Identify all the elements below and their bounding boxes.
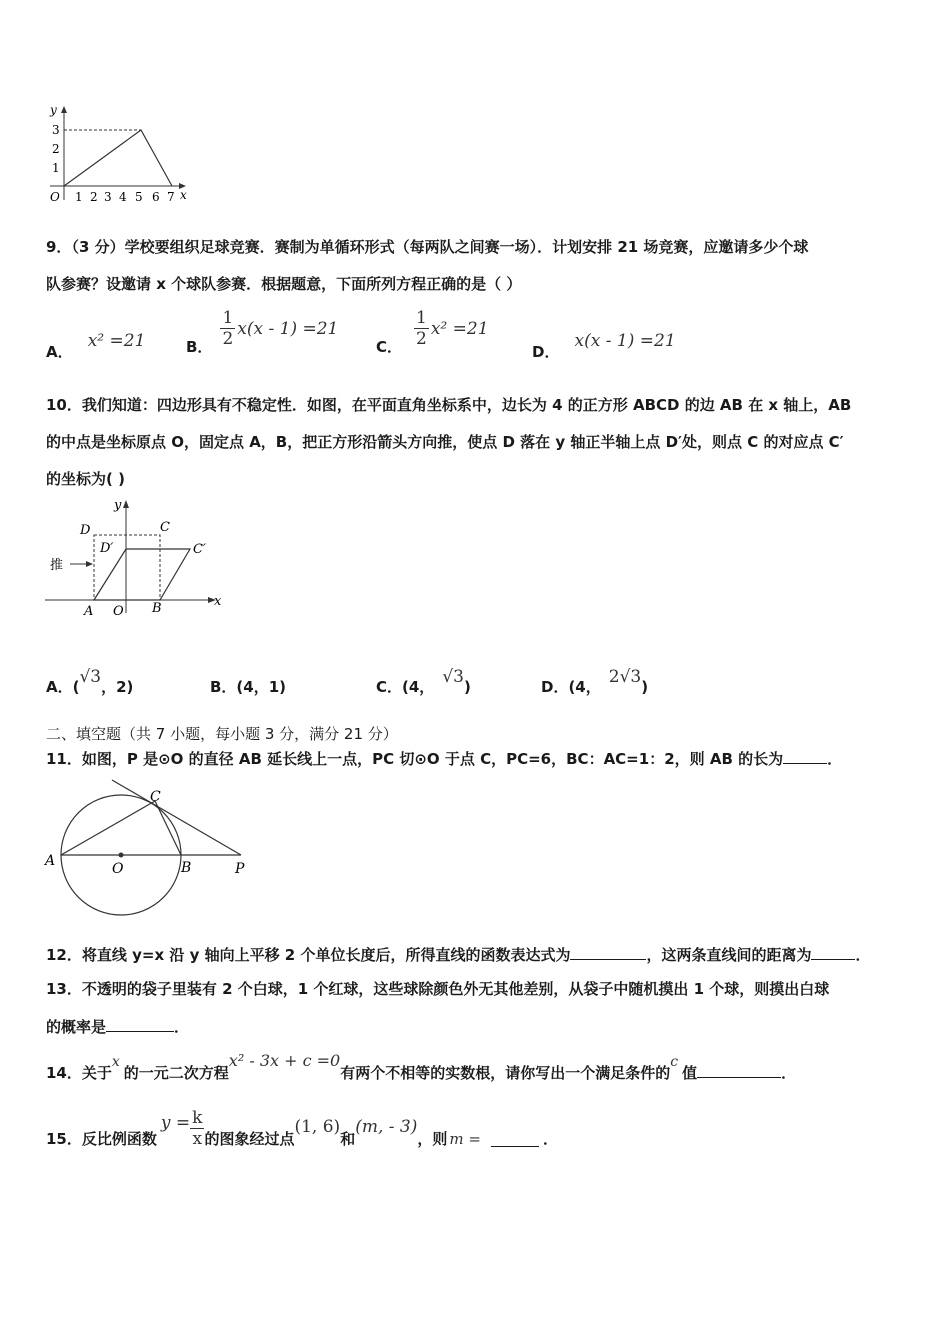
denominator: 2 bbox=[416, 329, 427, 349]
option-fraction bbox=[220, 308, 235, 349]
numerator: 1 bbox=[222, 308, 234, 328]
q12-question: 12．将直线 y=x 沿 y 轴向上平移 2 个单位长度后，所得直线的函数表达式为 bbox=[46, 946, 571, 964]
x-tick-3: 3 bbox=[104, 190, 112, 204]
label-D-prime: D′ bbox=[100, 541, 114, 556]
x-tick-7: 7 bbox=[167, 190, 175, 204]
x-tick-6: 6 bbox=[152, 190, 160, 204]
q11-answer-blank[interactable] bbox=[783, 748, 827, 764]
label-B: B bbox=[181, 860, 192, 876]
option-label: D．(4， bbox=[541, 678, 601, 696]
section-heading: 二、填空题（共 7 小题，每小题 3 分，满分 21 分） bbox=[46, 725, 398, 743]
q15-part-c: ，则 bbox=[417, 1129, 448, 1148]
x-tick-2: 2 bbox=[90, 190, 98, 204]
q15-and: 和 bbox=[340, 1129, 356, 1148]
label-y: y bbox=[114, 498, 122, 513]
q15-point-2: (m, - 3) bbox=[355, 1116, 418, 1137]
denominator: x bbox=[192, 1129, 203, 1149]
graph-line bbox=[64, 130, 172, 186]
option-math: x(x - 1) =21 bbox=[237, 318, 339, 339]
q14-var-x: x bbox=[111, 1054, 120, 1070]
line-AC bbox=[61, 801, 155, 855]
q15-y-eq: y = bbox=[160, 1112, 191, 1133]
push-arrow-head bbox=[86, 561, 93, 567]
option-label: C．(4， bbox=[376, 678, 435, 696]
q15-answer-blank[interactable] bbox=[491, 1131, 539, 1147]
numerator: 1 bbox=[416, 308, 427, 328]
q10-figure bbox=[40, 495, 230, 625]
q14-text bbox=[46, 1050, 797, 1082]
q14-answer-blank[interactable] bbox=[697, 1062, 781, 1078]
label-A: A bbox=[84, 604, 94, 619]
q14-part-c: 有两个不相等的实数根，请你写出一个满足条件的 bbox=[340, 1064, 671, 1082]
option-label: C． bbox=[376, 338, 403, 356]
option-label: A． bbox=[46, 343, 73, 361]
label-C: C bbox=[160, 520, 170, 535]
q10-line2: 的中点是坐标原点 O，固定点 A，B，把正方形沿箭头方向推，使点 D 落在 y 轴正半轴上点 D′处，则点 C 的对应点 C′ bbox=[46, 433, 844, 451]
option-math: x(x - 1) =21 bbox=[574, 331, 676, 351]
q15-fraction bbox=[190, 1108, 204, 1149]
q10-line3: 的坐标为( ) bbox=[46, 470, 125, 488]
q10-option-c[interactable] bbox=[376, 666, 471, 696]
option-tail: ，2) bbox=[101, 678, 134, 696]
x-tick-4: 4 bbox=[119, 190, 127, 204]
option-tail: ) bbox=[463, 678, 471, 696]
option-math: 2√3 bbox=[608, 667, 642, 687]
q15-part-b: 的图象经过点 bbox=[204, 1129, 295, 1148]
line-BC bbox=[155, 801, 181, 855]
q14-part-d: 值 bbox=[682, 1064, 698, 1082]
q15-part-a: 15．反比例函数 bbox=[46, 1129, 157, 1148]
pushed-parallelogram bbox=[94, 549, 190, 600]
q11-question: 11．如图，P 是⊙O 的直径 AB 延长线上一点，PC 切⊙O 于点 C，PC=6，BC：AC=1：2，则 AB 的长为 bbox=[46, 750, 784, 768]
q13-answer-blank[interactable] bbox=[106, 1016, 174, 1032]
q9-option-a[interactable] bbox=[46, 330, 146, 361]
q12-answer-blank-1[interactable] bbox=[570, 944, 646, 960]
q12-answer-blank-2[interactable] bbox=[811, 944, 855, 960]
denominator: 2 bbox=[222, 329, 234, 349]
option-fraction bbox=[414, 308, 429, 349]
y-axis-arrow bbox=[123, 500, 129, 508]
q13-line1: 13．不透明的袋子里装有 2 个白球，1 个红球，这些球除颜色外无其他差别，从袋子中随机摸出 1 个球，则摸出白球 bbox=[46, 980, 830, 998]
q10-option-b[interactable]: B．(4，1) bbox=[210, 678, 287, 696]
y-axis-arrow bbox=[61, 106, 67, 113]
label-O: O bbox=[112, 861, 124, 877]
q9-option-b[interactable] bbox=[186, 308, 339, 356]
origin-label: O bbox=[50, 190, 60, 204]
q11-end: ． bbox=[827, 750, 843, 768]
label-P: P bbox=[235, 861, 245, 877]
top-graph bbox=[40, 100, 200, 210]
x-tick-1: 1 bbox=[75, 190, 83, 204]
y-tick-3: 3 bbox=[52, 123, 60, 137]
q14-equation: x² - 3x + c =0 bbox=[228, 1051, 341, 1070]
q14-var-c: c bbox=[670, 1054, 679, 1070]
q14-end: ． bbox=[781, 1064, 797, 1082]
q12-end: ． bbox=[855, 946, 871, 964]
q11-text bbox=[46, 748, 842, 769]
label-O: O bbox=[113, 604, 124, 619]
option-math: √3 bbox=[79, 667, 102, 687]
y-tick-2: 2 bbox=[52, 142, 60, 156]
q9-number: 9． bbox=[46, 238, 72, 256]
option-label: B． bbox=[186, 338, 213, 356]
option-math: √3 bbox=[442, 667, 464, 687]
q9-text1: （3 分）学校要组织足球竞赛．赛制为单循环形式（每两队之间赛一场）．计划安排 21 场竞赛，应邀请多少个球 bbox=[71, 238, 809, 256]
label-B: B bbox=[152, 601, 162, 616]
q15-m-eq: m = bbox=[449, 1129, 481, 1148]
q15-text bbox=[46, 1108, 558, 1149]
q9-option-c[interactable] bbox=[376, 308, 489, 356]
option-label: D． bbox=[532, 343, 560, 361]
option-math: x² =21 bbox=[430, 318, 489, 339]
x-tick-5: 5 bbox=[135, 190, 143, 204]
q11-figure bbox=[40, 775, 260, 920]
q13-end: ． bbox=[174, 1018, 190, 1036]
y-label: y bbox=[50, 103, 57, 117]
q14-part-a: 14．关于 bbox=[46, 1064, 112, 1082]
option-math: x² =21 bbox=[87, 331, 146, 351]
push-label: 推 bbox=[50, 558, 64, 573]
label-D: D bbox=[80, 523, 91, 538]
option-label: A．( bbox=[46, 678, 80, 696]
q10-option-a[interactable] bbox=[46, 666, 134, 696]
y-tick-1: 1 bbox=[52, 161, 60, 175]
center-point bbox=[119, 853, 124, 858]
option-tail: ) bbox=[641, 678, 649, 696]
q15-end: ． bbox=[542, 1129, 558, 1148]
x-label: x bbox=[180, 188, 187, 202]
q9-line1 bbox=[46, 237, 808, 257]
label-x: x bbox=[214, 594, 222, 609]
q12-text bbox=[46, 944, 870, 965]
q13-line2 bbox=[46, 1016, 189, 1037]
q15-point-1: (1, 6) bbox=[294, 1116, 341, 1137]
q9-option-d[interactable] bbox=[532, 330, 676, 361]
label-C-prime: C′ bbox=[193, 542, 206, 557]
label-A: A bbox=[45, 853, 56, 869]
label-C: C bbox=[150, 789, 161, 805]
q10-option-d[interactable] bbox=[541, 666, 649, 696]
q14-part-b: 的一元二次方程 bbox=[123, 1064, 229, 1082]
q12-mid: ，这两条直线间的距离为 bbox=[646, 946, 812, 964]
q13-text2: 的概率是 bbox=[46, 1018, 107, 1036]
q10-line1: 10．我们知道：四边形具有不稳定性．如图，在平面直角坐标系中，边长为 4 的正方形 ABCD 的边 AB 在 x 轴上，AB bbox=[46, 396, 852, 414]
q9-line2: 队参赛？设邀请 x 个球队参赛．根据题意，下面所列方程正确的是（ ） bbox=[46, 275, 522, 293]
numerator: k bbox=[192, 1108, 203, 1128]
tangent-line bbox=[112, 780, 241, 855]
